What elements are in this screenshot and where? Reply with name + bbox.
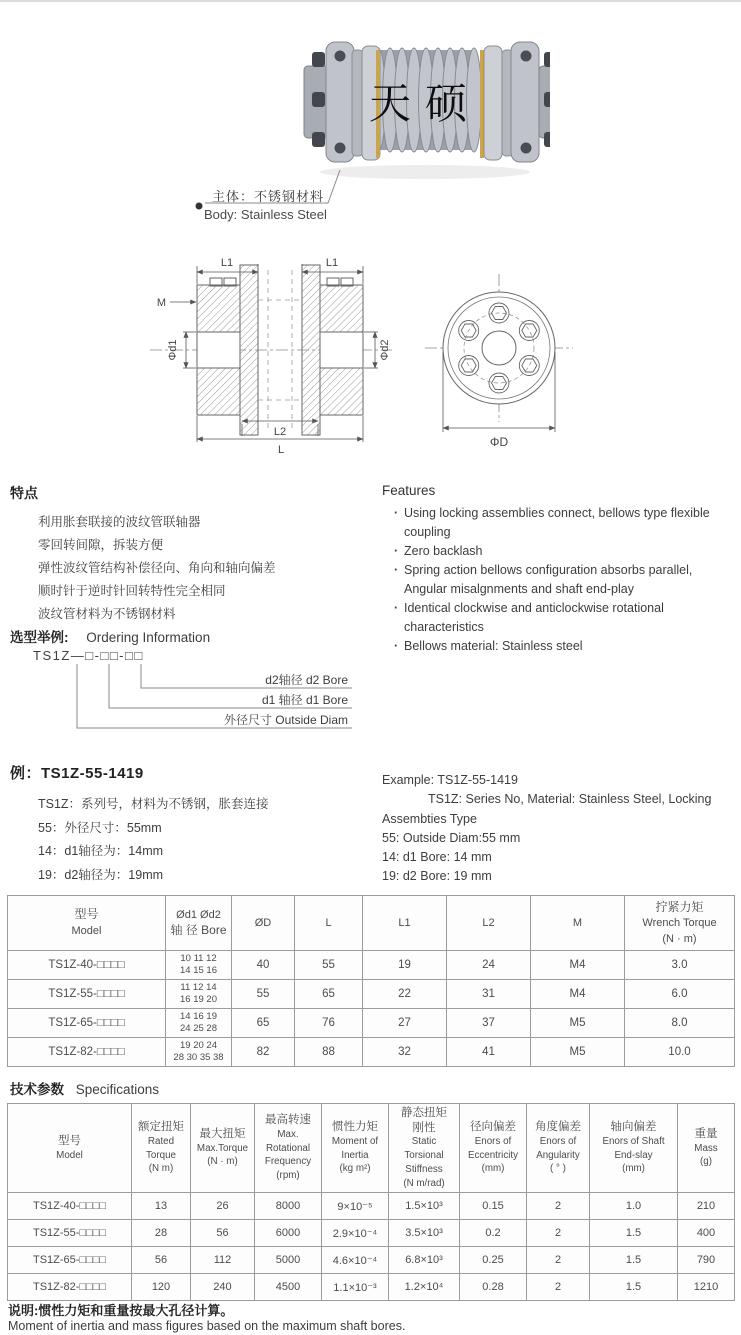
dim-cell-torque: 3.0 <box>625 951 735 980</box>
spec-col-1: 额定扭矩 Rated Torque (N m) <box>132 1104 191 1193</box>
spec-cell-2: 56 <box>191 1220 255 1247</box>
dim-cell-model: TS1Z-40-□□□□ <box>8 951 166 980</box>
dim-label-m: M <box>156 297 166 309</box>
spec-col-7: 角度偏差 Enors of Angularity ( ° ) <box>527 1104 590 1193</box>
ordering-title-en: Ordering Information <box>86 630 211 645</box>
spec-table-row <box>8 1193 735 1220</box>
spec-cell-1: 28 <box>132 1220 191 1247</box>
feature-item-en: · Zero backlash <box>388 542 734 561</box>
spec-cell-5: 1.2×10⁴ <box>389 1274 460 1301</box>
example-lines-zh <box>38 793 269 887</box>
spec-cell-4: 1.1×10⁻³ <box>322 1274 389 1301</box>
spec-cell-0: TS1Z-55-□□□□ <box>8 1220 132 1247</box>
dim-cell-m: M5 <box>531 1009 625 1038</box>
dim-col-l1: L1 <box>363 896 447 951</box>
dim-cell-bore: 14 16 19 24 25 28 <box>166 1009 232 1038</box>
spec-cell-2: 240 <box>191 1274 255 1301</box>
spec-cell-1: 120 <box>132 1274 191 1301</box>
dim-col-l: L <box>295 896 363 951</box>
features-list-zh <box>38 511 375 626</box>
spec-col-0: 型号 Model <box>8 1104 132 1193</box>
spec-cell-4: 2.9×10⁻⁴ <box>322 1220 389 1247</box>
spec-cell-3: 8000 <box>255 1193 322 1220</box>
dim-col-l2: L2 <box>447 896 531 951</box>
spec-cell-4: 4.6×10⁻⁴ <box>322 1247 389 1274</box>
example-line-en: 55: Outside Diam:55 mm <box>382 830 521 845</box>
dim-table-row <box>8 980 735 1009</box>
spec-cell-6: 0.15 <box>460 1193 527 1220</box>
spec-cell-5: 3.5×10³ <box>389 1220 460 1247</box>
spec-cell-1: 56 <box>132 1247 191 1274</box>
spec-table-row <box>8 1274 735 1301</box>
product-photo <box>300 30 550 185</box>
dim-cell-torque: 10.0 <box>625 1038 735 1067</box>
spec-col-9: 重量 Mass (g) <box>678 1104 735 1193</box>
spec-cell-6: 0.28 <box>460 1274 527 1301</box>
section-view-left-half <box>197 265 258 435</box>
feature-item-zh: 零回转间隙，拆装方便 <box>38 538 164 552</box>
example-line-en: 19: d2 Bore: 19 mm <box>382 869 492 884</box>
dim-table-row <box>8 1038 735 1067</box>
dim-cell-l1: 22 <box>363 980 447 1009</box>
spec-cell-5: 1.5×10³ <box>389 1193 460 1220</box>
dim-cell-od: 82 <box>232 1038 295 1067</box>
spec-table-row <box>8 1247 735 1274</box>
feature-item-en: · Spring action bellows configuration absorbs parallel, Angular misalgnments and shaft end-play <box>388 561 734 599</box>
example-title-zh: 例：TS1Z-55-1419 <box>10 765 144 782</box>
dim-cell-model: TS1Z-82-□□□□ <box>8 1038 166 1067</box>
spec-title-en: Specifications <box>75 1082 160 1097</box>
dim-cell-od: 40 <box>232 951 295 980</box>
dim-cell-od: 65 <box>232 1009 295 1038</box>
dim-label-od: ΦD <box>489 435 509 449</box>
dim-cell-m: M5 <box>531 1038 625 1067</box>
dim-col-m: M <box>531 896 625 951</box>
right-flange-assembly <box>480 42 550 162</box>
dim-cell-l: 55 <box>295 951 363 980</box>
spec-cell-8: 1.5 <box>590 1220 678 1247</box>
features-section-zh <box>10 483 375 626</box>
ordering-diagram <box>0 640 380 740</box>
spec-col-2: 最大扭矩 Max.Torque (N · m) <box>191 1104 255 1193</box>
dim-cell-m: M4 <box>531 951 625 980</box>
spec-cell-6: 0.2 <box>460 1220 527 1247</box>
spec-cell-7: 2 <box>527 1247 590 1274</box>
spec-table-body <box>8 1193 735 1301</box>
spec-cell-9: 400 <box>678 1220 735 1247</box>
dim-cell-l2: 37 <box>447 1009 531 1038</box>
example-line-zh: 14：d1轴径为：14mm <box>38 844 164 858</box>
dim-cell-l2: 24 <box>447 951 531 980</box>
features-title-zh: 特点 <box>10 485 38 501</box>
dim-cell-model: TS1Z-55-□□□□ <box>8 980 166 1009</box>
spec-cell-9: 1210 <box>678 1274 735 1301</box>
brand-watermark: 天硕 <box>368 80 482 127</box>
spec-cell-5: 6.8×10³ <box>389 1247 460 1274</box>
spec-table-row <box>8 1220 735 1247</box>
spec-cell-7: 2 <box>527 1274 590 1301</box>
technical-drawing <box>0 240 741 475</box>
spec-cell-0: TS1Z-65-□□□□ <box>8 1247 132 1274</box>
spec-cell-0: TS1Z-40-□□□□ <box>8 1193 132 1220</box>
ordering-callout-d1: d1 轴径 d1 Bore <box>261 693 348 707</box>
feature-item-en: · Bellows material: Stainless steel <box>388 637 734 656</box>
ordering-callout-od: 外径尺寸 Outside Diam <box>223 713 348 727</box>
spec-table-head-row <box>8 1104 735 1193</box>
body-material-label-en: Body: Stainless Steel <box>204 207 327 222</box>
note-zh: 说明:惯性力矩和重量按最大孔径计算。 <box>8 1303 234 1318</box>
feature-item-zh: 弹性波纹管结构补偿径向、角向和轴向偏差 <box>38 561 276 575</box>
front-view <box>425 274 573 449</box>
spec-col-8: 轴向偏差 Enors of Shaft End-slay (mm) <box>590 1104 678 1193</box>
spec-col-5: 静态扭矩 刚性 Static Torsional Stiffness (N m/rad) <box>389 1104 460 1193</box>
spec-cell-7: 2 <box>527 1220 590 1247</box>
spec-table <box>7 1103 735 1301</box>
spec-cell-2: 112 <box>191 1247 255 1274</box>
spec-section-title <box>10 1078 159 1098</box>
dim-label-d1: Φd1 <box>167 339 179 361</box>
dim-cell-l: 76 <box>295 1009 363 1038</box>
dim-label-l: L <box>277 444 285 456</box>
feature-item-en: · Identical clockwise and anticlockwise rotational characteristics <box>388 599 734 637</box>
dim-label-d2: Φd2 <box>379 339 391 361</box>
dim-cell-od: 55 <box>232 980 295 1009</box>
features-title-en: Features <box>382 483 436 498</box>
dim-table-body <box>8 951 735 1067</box>
spec-cell-3: 6000 <box>255 1220 322 1247</box>
dim-cell-m: M4 <box>531 980 625 1009</box>
dim-cell-l1: 32 <box>363 1038 447 1067</box>
dim-cell-bore: 19 20 24 28 30 35 38 <box>166 1038 232 1067</box>
example-lines-en <box>382 771 734 887</box>
spec-cell-8: 1.5 <box>590 1247 678 1274</box>
spec-cell-2: 26 <box>191 1193 255 1220</box>
spec-cell-0: TS1Z-82-□□□□ <box>8 1274 132 1301</box>
spec-cell-9: 790 <box>678 1247 735 1274</box>
note-en: Moment of inertia and mass figures based on the maximum shaft bores. <box>8 1319 406 1333</box>
dim-cell-l1: 27 <box>363 1009 447 1038</box>
spec-col-4: 惯性力矩 Moment of Inertia (kg m²) <box>322 1104 389 1193</box>
spec-col-6: 径向偏差 Enors of Eccentricity (mm) <box>460 1104 527 1193</box>
spec-cell-3: 5000 <box>255 1247 322 1274</box>
dim-label-l1-left: L1 <box>220 257 234 269</box>
example-line-en: Example: TS1Z-55-1419 <box>382 773 518 787</box>
ordering-title-zh: 选型举例: <box>10 630 69 645</box>
dim-cell-model: TS1Z-65-□□□□ <box>8 1009 166 1038</box>
spec-cell-1: 13 <box>132 1193 191 1220</box>
dim-cell-l2: 41 <box>447 1038 531 1067</box>
spec-cell-8: 1.0 <box>590 1193 678 1220</box>
feature-item-zh: 波纹管材料为不锈钢材料 <box>38 607 176 621</box>
spec-cell-6: 0.25 <box>460 1247 527 1274</box>
feature-item-en: · Using locking assemblies connect, bellows type flexible coupling <box>388 504 734 542</box>
dim-table-head-row <box>8 896 735 951</box>
dim-label-l2: L2 <box>273 426 287 438</box>
ordering-callout-d2: d2轴径 d2 Bore <box>265 673 348 687</box>
spec-col-3: 最高转速 Max. Rotational Frequency (rpm) <box>255 1104 322 1193</box>
features-section-en <box>382 483 734 656</box>
feature-item-zh: 利用胀套联接的波纹管联轴器 <box>38 515 201 529</box>
dim-cell-l1: 19 <box>363 951 447 980</box>
spec-title-zh: 技术参数 <box>10 1082 64 1097</box>
dim-cell-bore: 11 12 14 16 19 20 <box>166 980 232 1009</box>
example-line-zh: 55：外径尺寸：55mm <box>38 820 162 835</box>
example-line-zh: 19：d2轴径为：19mm <box>38 867 164 882</box>
dim-col-model: 型号 Model <box>8 896 166 951</box>
section-view-right-half <box>302 265 363 435</box>
dim-col-od: ØD <box>232 896 295 951</box>
spec-cell-3: 4500 <box>255 1274 322 1301</box>
example-line-en: Assembties Type <box>382 811 477 826</box>
callout-bullet-dot <box>196 203 203 210</box>
feature-item-zh: 顺时针于逆时针回转特性完全相同 <box>38 584 226 598</box>
dim-cell-l2: 31 <box>447 980 531 1009</box>
dim-table-row <box>8 1009 735 1038</box>
spec-cell-4: 9×10⁻⁵ <box>322 1193 389 1220</box>
example-line-en: 14: d1 Bore: 14 mm <box>382 850 492 865</box>
dimension-table <box>7 895 735 1067</box>
dim-cell-l: 88 <box>295 1038 363 1067</box>
dim-cell-torque: 8.0 <box>625 1009 735 1038</box>
spec-cell-9: 210 <box>678 1193 735 1220</box>
dim-cell-l: 65 <box>295 980 363 1009</box>
body-material-label-zh: 主体：不锈钢材料 <box>212 189 325 204</box>
ordering-code: TS1Z—□-□□-□□ <box>33 648 144 663</box>
top-divider <box>0 0 741 2</box>
features-list-en <box>388 504 734 656</box>
spec-cell-7: 2 <box>527 1193 590 1220</box>
dim-cell-torque: 6.0 <box>625 980 735 1009</box>
dim-table-row <box>8 951 735 980</box>
dim-col-bore: Ød1 Ød2 轴 径 Bore <box>166 896 232 951</box>
dim-label-l1-right: L1 <box>325 257 339 269</box>
dim-col-torque: 拧紧力矩 Wrench Torque (N · m) <box>625 896 735 951</box>
example-line-zh: TS1Z：系列号，材料为不锈钢，胀套连接 <box>38 797 269 811</box>
dim-cell-bore: 10 11 12 14 15 16 <box>166 951 232 980</box>
example-line-en: TS1Z: Series No, Material: Stainless Steel, Locking <box>428 792 712 807</box>
spec-cell-8: 1.5 <box>590 1274 678 1301</box>
